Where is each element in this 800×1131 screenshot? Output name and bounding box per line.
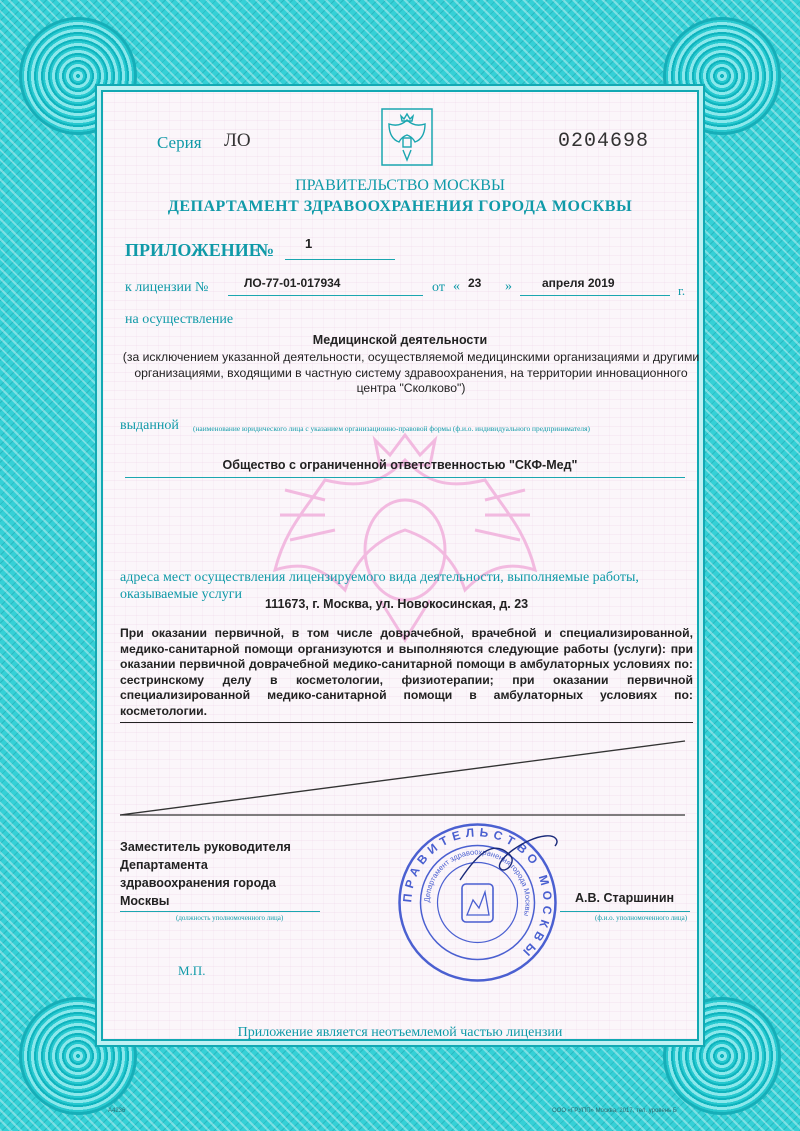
appendix-number-line bbox=[285, 259, 395, 260]
appendix-label: ПРИЛОЖЕНИЕ bbox=[125, 240, 261, 260]
strike-through-line bbox=[120, 735, 695, 820]
activity-description: (за исключением указанной деятельности, осуществляемой медицинскими организациями и другими организациями, входящими в частную систему здравоохранения, на территории инновационного центра "Сколково") bbox=[122, 350, 700, 395]
address-label: адреса мест осуществления лицензируемого вида деятельности, выполняемые работы, оказываемые услуги bbox=[120, 570, 639, 602]
stamp-place-label: М.П. bbox=[178, 963, 206, 978]
signer-position-line2: Департамента bbox=[120, 858, 208, 872]
license-date-line bbox=[520, 295, 670, 296]
series-label: Серия bbox=[157, 133, 202, 152]
services-underline bbox=[120, 722, 693, 723]
footer-code-left: A4236 bbox=[108, 1108, 126, 1114]
license-from-label: от bbox=[432, 280, 445, 295]
license-number: ЛО-77-01-017934 bbox=[244, 276, 341, 290]
activity-label: на осуществление bbox=[125, 312, 234, 327]
seal-inner-text: Департамент здравоохранения города Москвы bbox=[422, 847, 533, 917]
government-title: ПРАВИТЕЛЬСТВО МОСКВЫ bbox=[295, 177, 505, 194]
blank-number: 0204698 bbox=[558, 130, 650, 153]
services-text: При оказании первичной, в том числе доврачебной, врачебной и специализированной, медико-санитарной помощи организуются и выполняются следующие работы (услуги): при оказании первичной доврачебной медико-санитарной помощи в амбулаторных условиях по: сестринскому делу в косметологии, физиотерапии; при оказании первичной специализированной медико-санитарной помощи в амбулаторных условиях по: косметологии. bbox=[120, 626, 693, 718]
name-hint: (ф.и.о. уполномоченного лица) bbox=[595, 914, 688, 922]
license-quote-close: » bbox=[505, 279, 512, 294]
license-number-line bbox=[228, 295, 423, 296]
footer-code-right: ООО «ГРУПП» Москва, 2017, тел. уровень Б bbox=[552, 1108, 677, 1114]
signer-position-line1: Заместитель руководителя bbox=[120, 840, 291, 854]
appendix-number-sign: № bbox=[256, 240, 275, 260]
signer-name: А.В. Старшинин bbox=[575, 891, 675, 905]
department-title: ДЕПАРТАМЕНТ ЗДРАВООХРАНЕНИЯ ГОРОДА МОСКВЫ bbox=[167, 198, 633, 215]
background-emblem-icon bbox=[265, 420, 545, 650]
license-day: 23 bbox=[468, 276, 482, 290]
coat-of-arms-icon bbox=[381, 108, 433, 166]
issued-line bbox=[125, 477, 685, 478]
activity-title: Медицинской деятельности bbox=[312, 333, 488, 347]
seal-outer-text: ПРАВИТЕЛЬСТВО МОСКВЫ bbox=[400, 825, 555, 963]
issued-label: выданной bbox=[120, 418, 179, 433]
position-line bbox=[120, 911, 320, 912]
license-quote-open: « bbox=[453, 279, 460, 294]
appendix-number: 1 bbox=[305, 236, 313, 251]
position-hint: (должность уполномоченного лица) bbox=[176, 914, 284, 922]
license-month-year: апреля 2019 bbox=[542, 276, 615, 290]
address-value: 111673, г. Москва, ул. Новокосинская, д. 23 bbox=[265, 597, 529, 611]
issued-organization: Общество с ограниченной ответственностью "СКФ-Мед" bbox=[222, 458, 578, 472]
series-value: ЛО bbox=[224, 130, 251, 151]
signer-position-line4: Москвы bbox=[120, 894, 170, 908]
license-prefix: к лицензии № bbox=[125, 280, 209, 295]
handwritten-signature bbox=[455, 830, 565, 890]
issued-hint: (наименование юридического лица с указанием организационно-правовой формы (ф.и.о. индивидуального предпринимателя) bbox=[193, 424, 590, 433]
footer-note: Приложение является неотъемлемой частью лицензии bbox=[237, 1025, 563, 1040]
name-line bbox=[560, 911, 690, 912]
signer-position-line3: здравоохранения города bbox=[120, 876, 276, 890]
license-year-suffix: г. bbox=[678, 283, 686, 298]
